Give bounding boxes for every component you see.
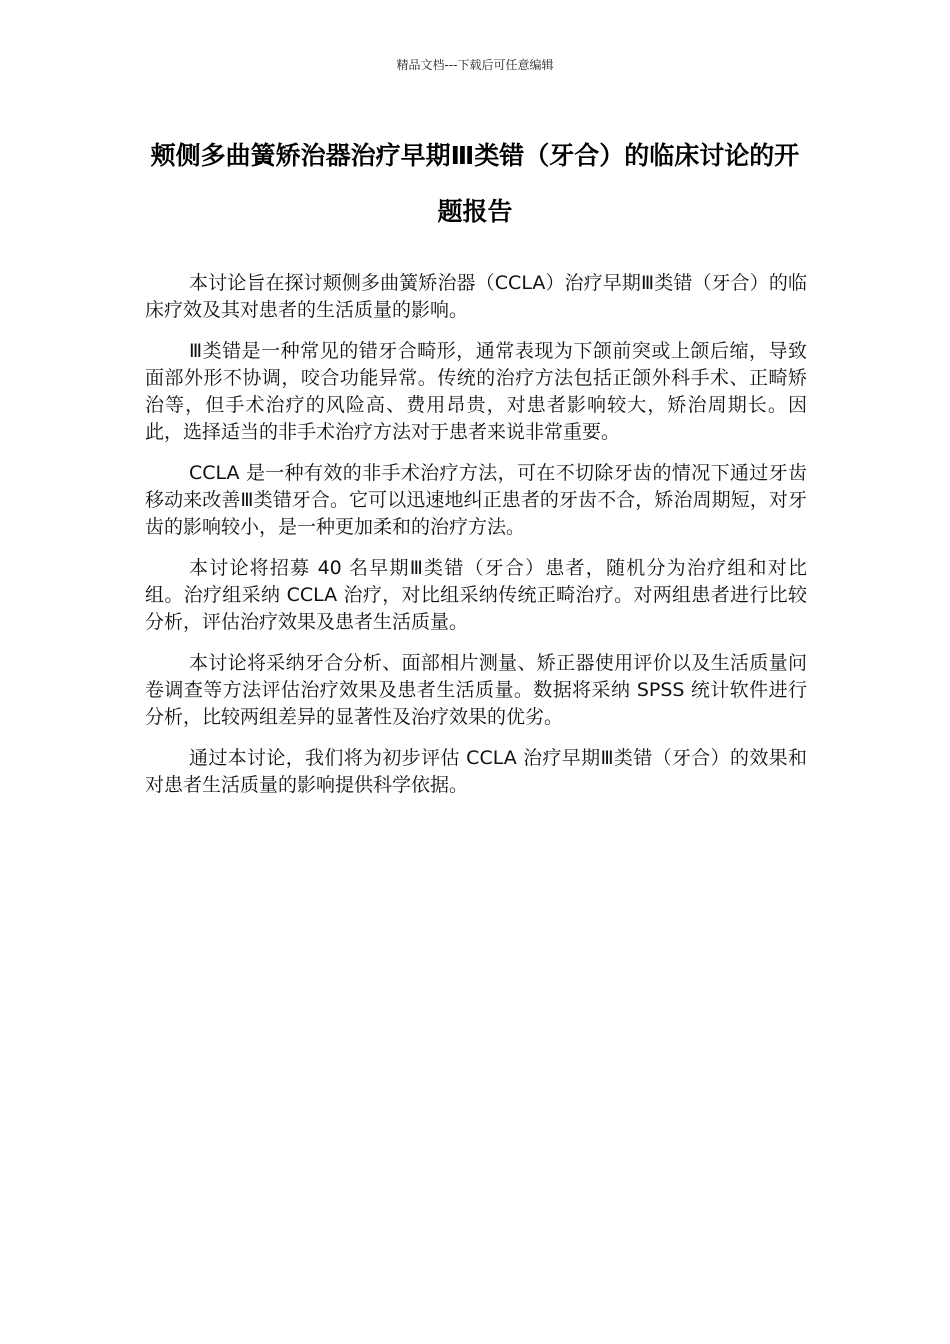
- paragraph-background: Ⅲ类错是一种常见的错牙合畸形，通常表现为下颌前突或上颌后缩，导致面部外形不协调，咬合功能异常。传统的治疗方法包括正颌外科手术、正畸矫治等，但手术治疗的风险高、费用昂贵，对患者影响较大，矫治周期长。因此，选择适当的非手术治疗方法对于患者来说非常重要。: [145, 340, 807, 443]
- paragraph-conclusion: 通过本讨论，我们将为初步评估 CCLA 治疗早期Ⅲ类错（牙合）的效果和对患者生活质量的影响提供科学依据。: [145, 747, 807, 796]
- document-body: [145, 270, 807, 813]
- paragraph-purpose: 本讨论旨在探讨颊侧多曲簧矫治器（CCLA）治疗早期Ⅲ类错（牙合）的临床疗效及其对患者的生活质量的影响。: [145, 272, 807, 321]
- paragraph-ccla-method: CCLA 是一种有效的非手术治疗方法，可在不切除牙齿的情况下通过牙齿移动来改善Ⅲ类错牙合。它可以迅速地纠正患者的牙齿不合，矫治周期短，对牙齿的影响较小，是一种更加柔和的治疗方法。: [145, 462, 807, 538]
- document-title: 颊侧多曲簧矫治器治疗早期Ⅲ类错（牙合）的临床讨论的开题报告: [150, 141, 800, 226]
- paragraph-study-design: 本讨论将招募 40 名早期Ⅲ类错（牙合）患者，随机分为治疗组和对比组。治疗组采纳 CCLA 治疗，对比组采纳传统正畸治疗。对两组患者进行比较分析，评估治疗效果及患者生活质量。: [145, 557, 807, 633]
- page-header: 精品文档---下载后可任意编辑: [396, 58, 554, 72]
- paragraph-evaluation-methods: 本讨论将采纳牙合分析、面部相片测量、矫正器使用评价以及生活质量问卷调查等方法评估治疗效果及患者生活质量。数据将采纳 SPSS 统计软件进行分析，比较两组差异的显著性及治疗效果的优劣。: [145, 652, 807, 728]
